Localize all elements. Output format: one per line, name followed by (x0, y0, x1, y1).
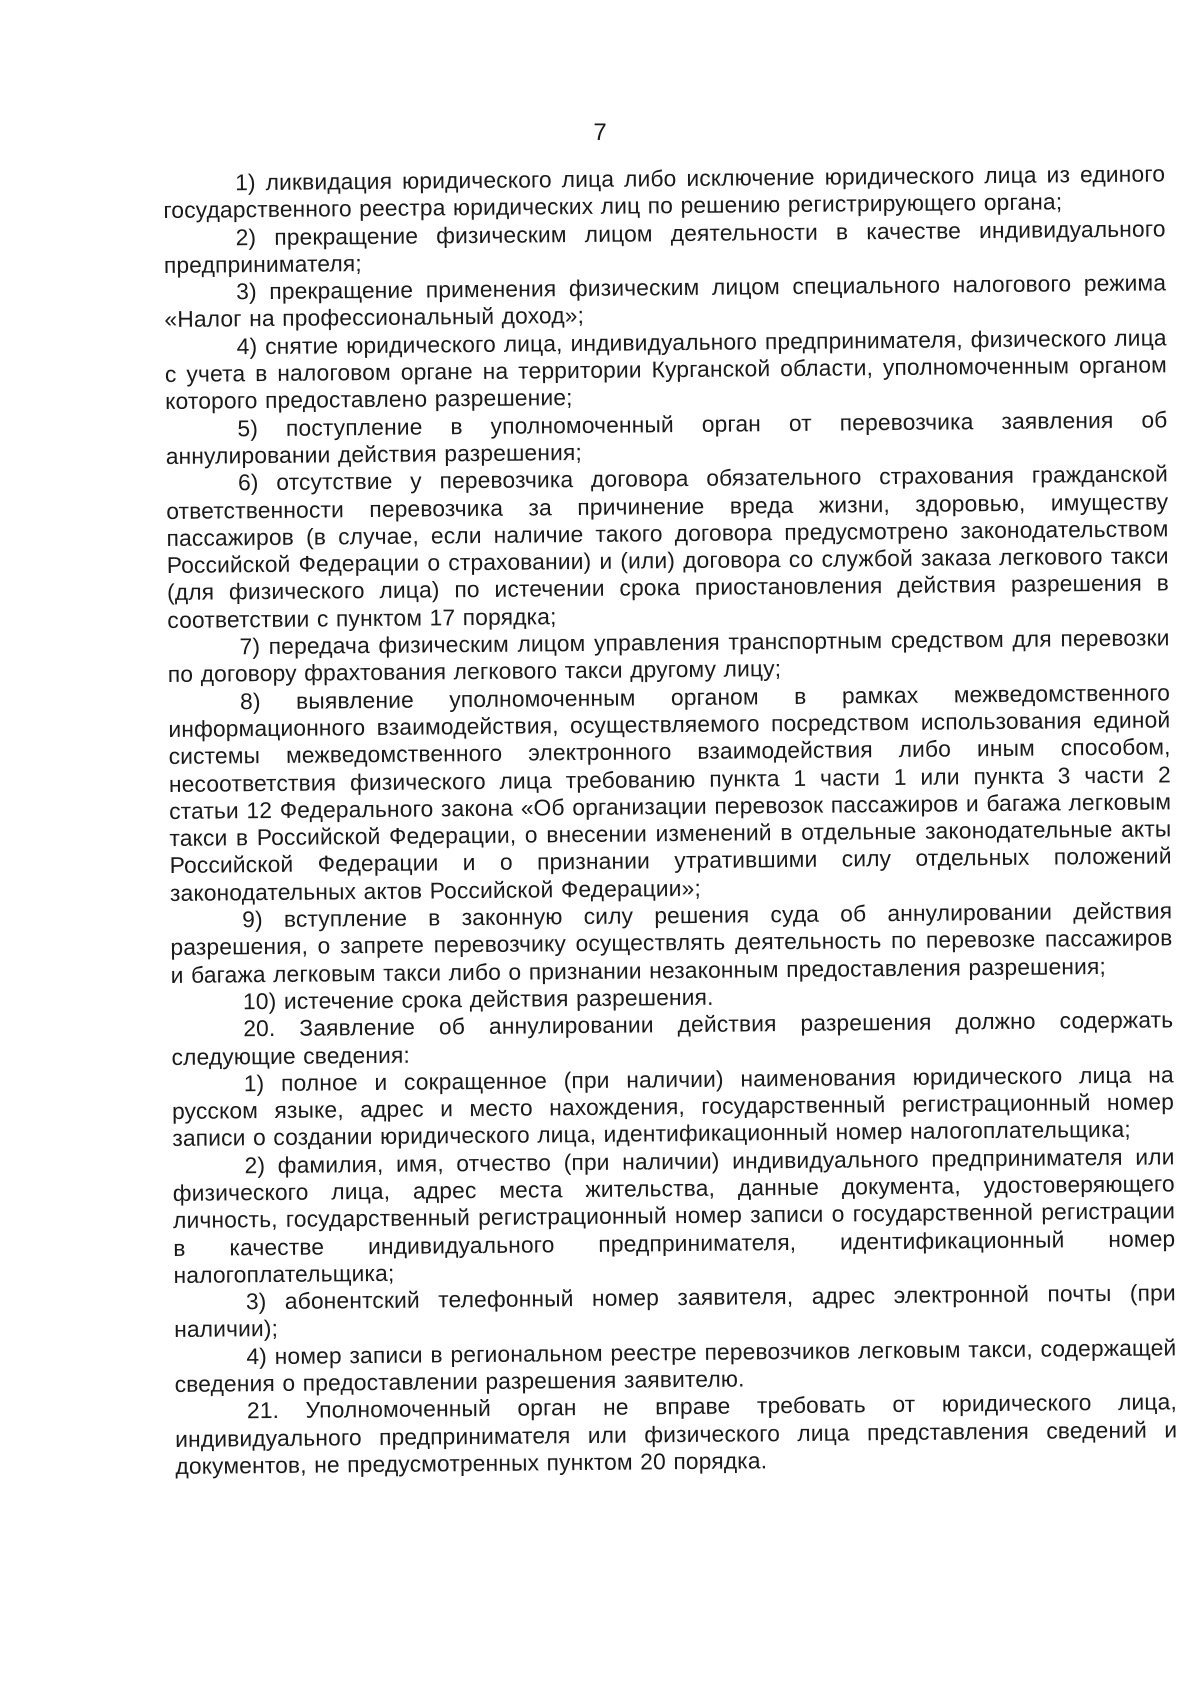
paragraph-item-1: 1) ликвидация юридического лица либо исключение юридического лица из единого государственного реестра юридических лиц по решению регистрирующего органа; (163, 160, 1166, 224)
paragraph-point-20: 20. Заявление об аннулировании действия разрешения должно содержать следующие сведения: (171, 1006, 1174, 1070)
paragraph-item-6: 6) отсутствие у перевозчика договора обязательного страхования гражданской ответственности перевозчика за причинение вреда жизни, здоровью, имуществу пассажиров (в случае, если наличие такого договора предусмотрено законодательством Российской Федерации о страховании) и (или) договора со службой заказа легкового такси (для физического лица) по истечении срока приостановления действия разрешения в соответствии с пунктом 17 порядка; (166, 460, 1170, 633)
paragraph-item-8: 8) выявление уполномоченным органом в рамках межведомственного информационного взаимодействия, осуществляемого посредством использования единой системы межведомственного электронного взаимодействия либо иным способом, несоответствия физического лица требованию пункта 1 части 1 или пункта 3 части 2 статьи 12 Федерального закона «Об организации перевозок пассажиров и багажа легковым такси в Российской Федерации, о внесении изменений в отдельные законодательные акты Российской Федерации и о признании утратившими силу отдельных положений законодательных актов Российской Федерации»; (168, 678, 1172, 906)
paragraph-point-21: 21. Уполномоченный орган не вправе требовать от юридического лица, индивидуального предпринимателя или физического лица представления сведений и документов, не предусмотренных пунктом 20 порядка. (175, 1388, 1178, 1479)
paragraph-item-2: 2) прекращение физическим лицом деятельности в качестве индивидуального предпринимателя; (163, 214, 1166, 278)
paragraph-subitem-1: 1) полное и сокращенное (при наличии) наименования юридического лица на русском языке, адрес и место нахождения, государственный регистрационный номер записи о создании юридического лица, идентификационный номер налогоплательщика; (171, 1061, 1175, 1152)
page-number: 7 (593, 119, 607, 146)
paragraph-item-5: 5) поступление в уполномоченный орган от перевозчика заявления об аннулировании действия разрешения; (165, 406, 1168, 469)
paragraph-subitem-4: 4) номер записи в региональном реестре перевозчиков легковым такси, содержащей сведения о предоставлении разрешения заявителю. (174, 1334, 1177, 1398)
paragraph-item-7: 7) передача физическим лицом управления транспортным средством для перевозки по договору фрахтования легкового такси другому лицу; (167, 624, 1170, 688)
paragraph-item-4: 4) снятие юридического лица, индивидуального предпринимателя, физического лица с учета в налоговом органе на территории Курганской области, уполномоченным органом которого предоставлено разрешение; (164, 324, 1168, 415)
paragraph-item-9: 9) вступление в законную силу решения суда об аннулировании действия разрешения, о запрете перевозчику осуществлять деятельность по перевозке пассажиров и багажа легковым такси либо о признании незаконным предоставления разрешения; (170, 897, 1173, 988)
paragraph-subitem-3: 3) абонентский телефонный номер заявителя, адрес электронной почты (при наличии); (174, 1279, 1176, 1343)
paragraph-item-10: 10) истечение срока действия разрешения. (242, 983, 714, 1015)
document-body (163, 160, 1178, 1480)
paragraph-item-3: 3) прекращение применения физическим лицом специального налогового режима «Налог на профессиональный доход»; (164, 269, 1167, 333)
paragraph-subitem-2: 2) фамилия, имя, отчество (при наличии) индивидуального предпринимателя или физического лица, адрес места жительства, данные документа, удостоверяющего личность, государственный регистрационный номер записи о государственной регистрации в качестве индивидуального предпринимателя, идентификационный номер налогоплательщика; (172, 1143, 1176, 1288)
